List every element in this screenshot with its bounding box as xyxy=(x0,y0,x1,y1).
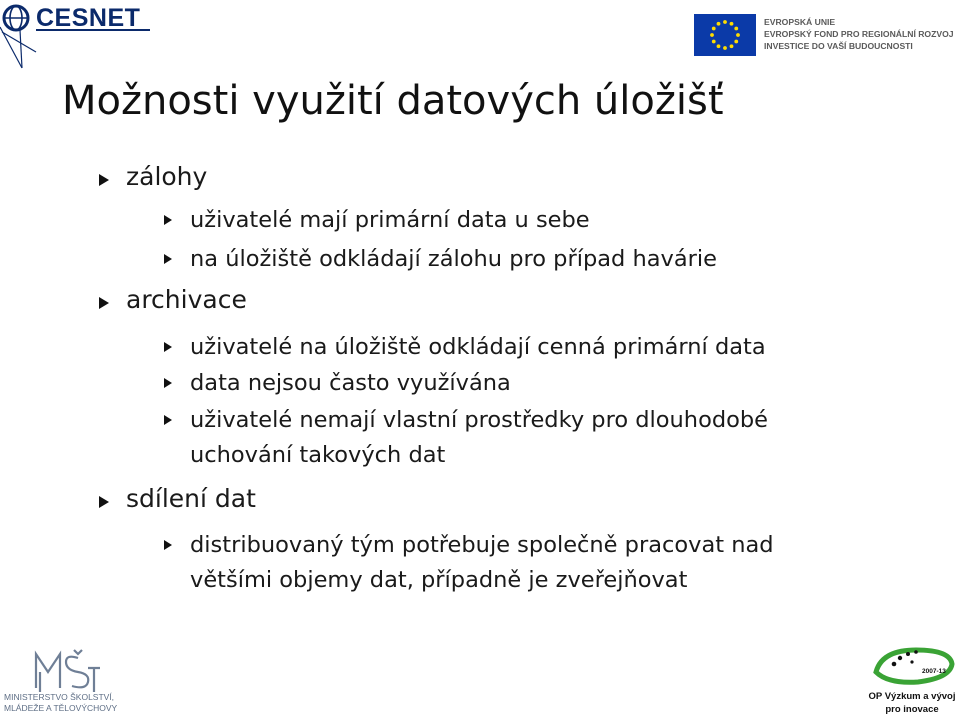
op-years-text: 2007-13 xyxy=(922,668,946,675)
slide-title: Možnosti využití datových úložišť xyxy=(62,78,724,124)
msmt-text xyxy=(4,692,144,714)
msmt-line: MLÁDEŽE A TĚLOVÝCHOVY xyxy=(4,703,118,713)
sub-bullet-item xyxy=(190,330,766,365)
sub-bullet-item xyxy=(190,403,768,473)
sub-bullet-triangle-icon xyxy=(164,254,172,264)
bullet-triangle-icon xyxy=(99,297,109,309)
eu-star-icon xyxy=(717,44,721,48)
eu-star-icon xyxy=(717,22,721,26)
eu-star-icon xyxy=(730,22,734,26)
bullet-triangle-icon xyxy=(99,496,109,508)
cesnet-logo-text: CESNET xyxy=(36,4,141,32)
op-vavpi-logo xyxy=(866,642,960,690)
bullet-item xyxy=(126,162,207,191)
msmt-monogram-icon xyxy=(0,648,140,692)
bullet-item xyxy=(126,285,247,314)
eu-star-icon xyxy=(710,33,714,37)
sub-bullet-text: uživatelé nemají vlastní prostředky pro dlouhodobé xyxy=(190,407,769,433)
eu-star-icon xyxy=(734,27,738,31)
op-vavpi-text xyxy=(862,690,960,716)
eu-flag-icon xyxy=(694,14,756,56)
sub-bullet-text: data nejsou často využívána xyxy=(190,370,511,396)
bullet-text: zálohy xyxy=(126,162,208,191)
sub-bullet-item xyxy=(190,528,774,598)
sub-bullet-text: distribuovaný tým potřebuje společně pracovat nad xyxy=(190,532,774,558)
bullet-text: sdílení dat xyxy=(126,484,256,513)
sub-bullet-text-continued: uchování takových dat xyxy=(190,442,446,468)
op-line: OP Výzkum a vývoj xyxy=(868,691,956,702)
eu-line: INVESTICE DO VAŠÍ BUDOUCNOSTI xyxy=(764,41,913,52)
sub-bullet-text: na úložiště odkládají zálohu pro případ havárie xyxy=(190,246,717,272)
sub-bullet-item xyxy=(190,242,717,277)
eu-star-icon xyxy=(730,44,734,48)
sub-bullet-triangle-icon xyxy=(164,378,172,388)
sub-bullet-text: uživatelé na úložiště odkládají cenná primární data xyxy=(190,334,766,360)
eu-star-icon xyxy=(723,46,727,50)
msmt-line: MINISTERSTVO ŠKOLSTVÍ, xyxy=(4,692,115,702)
eu-star-icon xyxy=(736,33,740,37)
sub-bullet-item xyxy=(190,366,511,401)
eu-line: EVROPSKÁ UNIE xyxy=(764,17,836,27)
eu-funding-text xyxy=(764,16,960,53)
cesnet-logo xyxy=(0,0,160,70)
sub-bullet-text-continued: většími objemy dat, případně je zveřejňovat xyxy=(190,567,688,593)
op-swoosh-icon xyxy=(866,642,960,690)
bullet-triangle-icon xyxy=(99,174,109,186)
bullet-item xyxy=(126,484,256,513)
sub-bullet-item xyxy=(190,203,590,238)
eu-star-icon xyxy=(723,20,727,24)
sub-bullet-triangle-icon xyxy=(164,215,172,225)
eu-line: EVROPSKÝ FOND PRO REGIONÁLNÍ ROZVOJ xyxy=(764,29,954,40)
sub-bullet-triangle-icon xyxy=(164,540,172,550)
eu-star-icon xyxy=(712,40,716,44)
eu-star-icon xyxy=(712,27,716,31)
op-line: pro inovace xyxy=(885,704,939,715)
sub-bullet-text: uživatelé mají primární data u sebe xyxy=(190,207,590,233)
sub-bullet-triangle-icon xyxy=(164,415,172,425)
bullet-text: archivace xyxy=(126,285,247,314)
eu-star-icon xyxy=(734,40,738,44)
sub-bullet-triangle-icon xyxy=(164,342,172,352)
